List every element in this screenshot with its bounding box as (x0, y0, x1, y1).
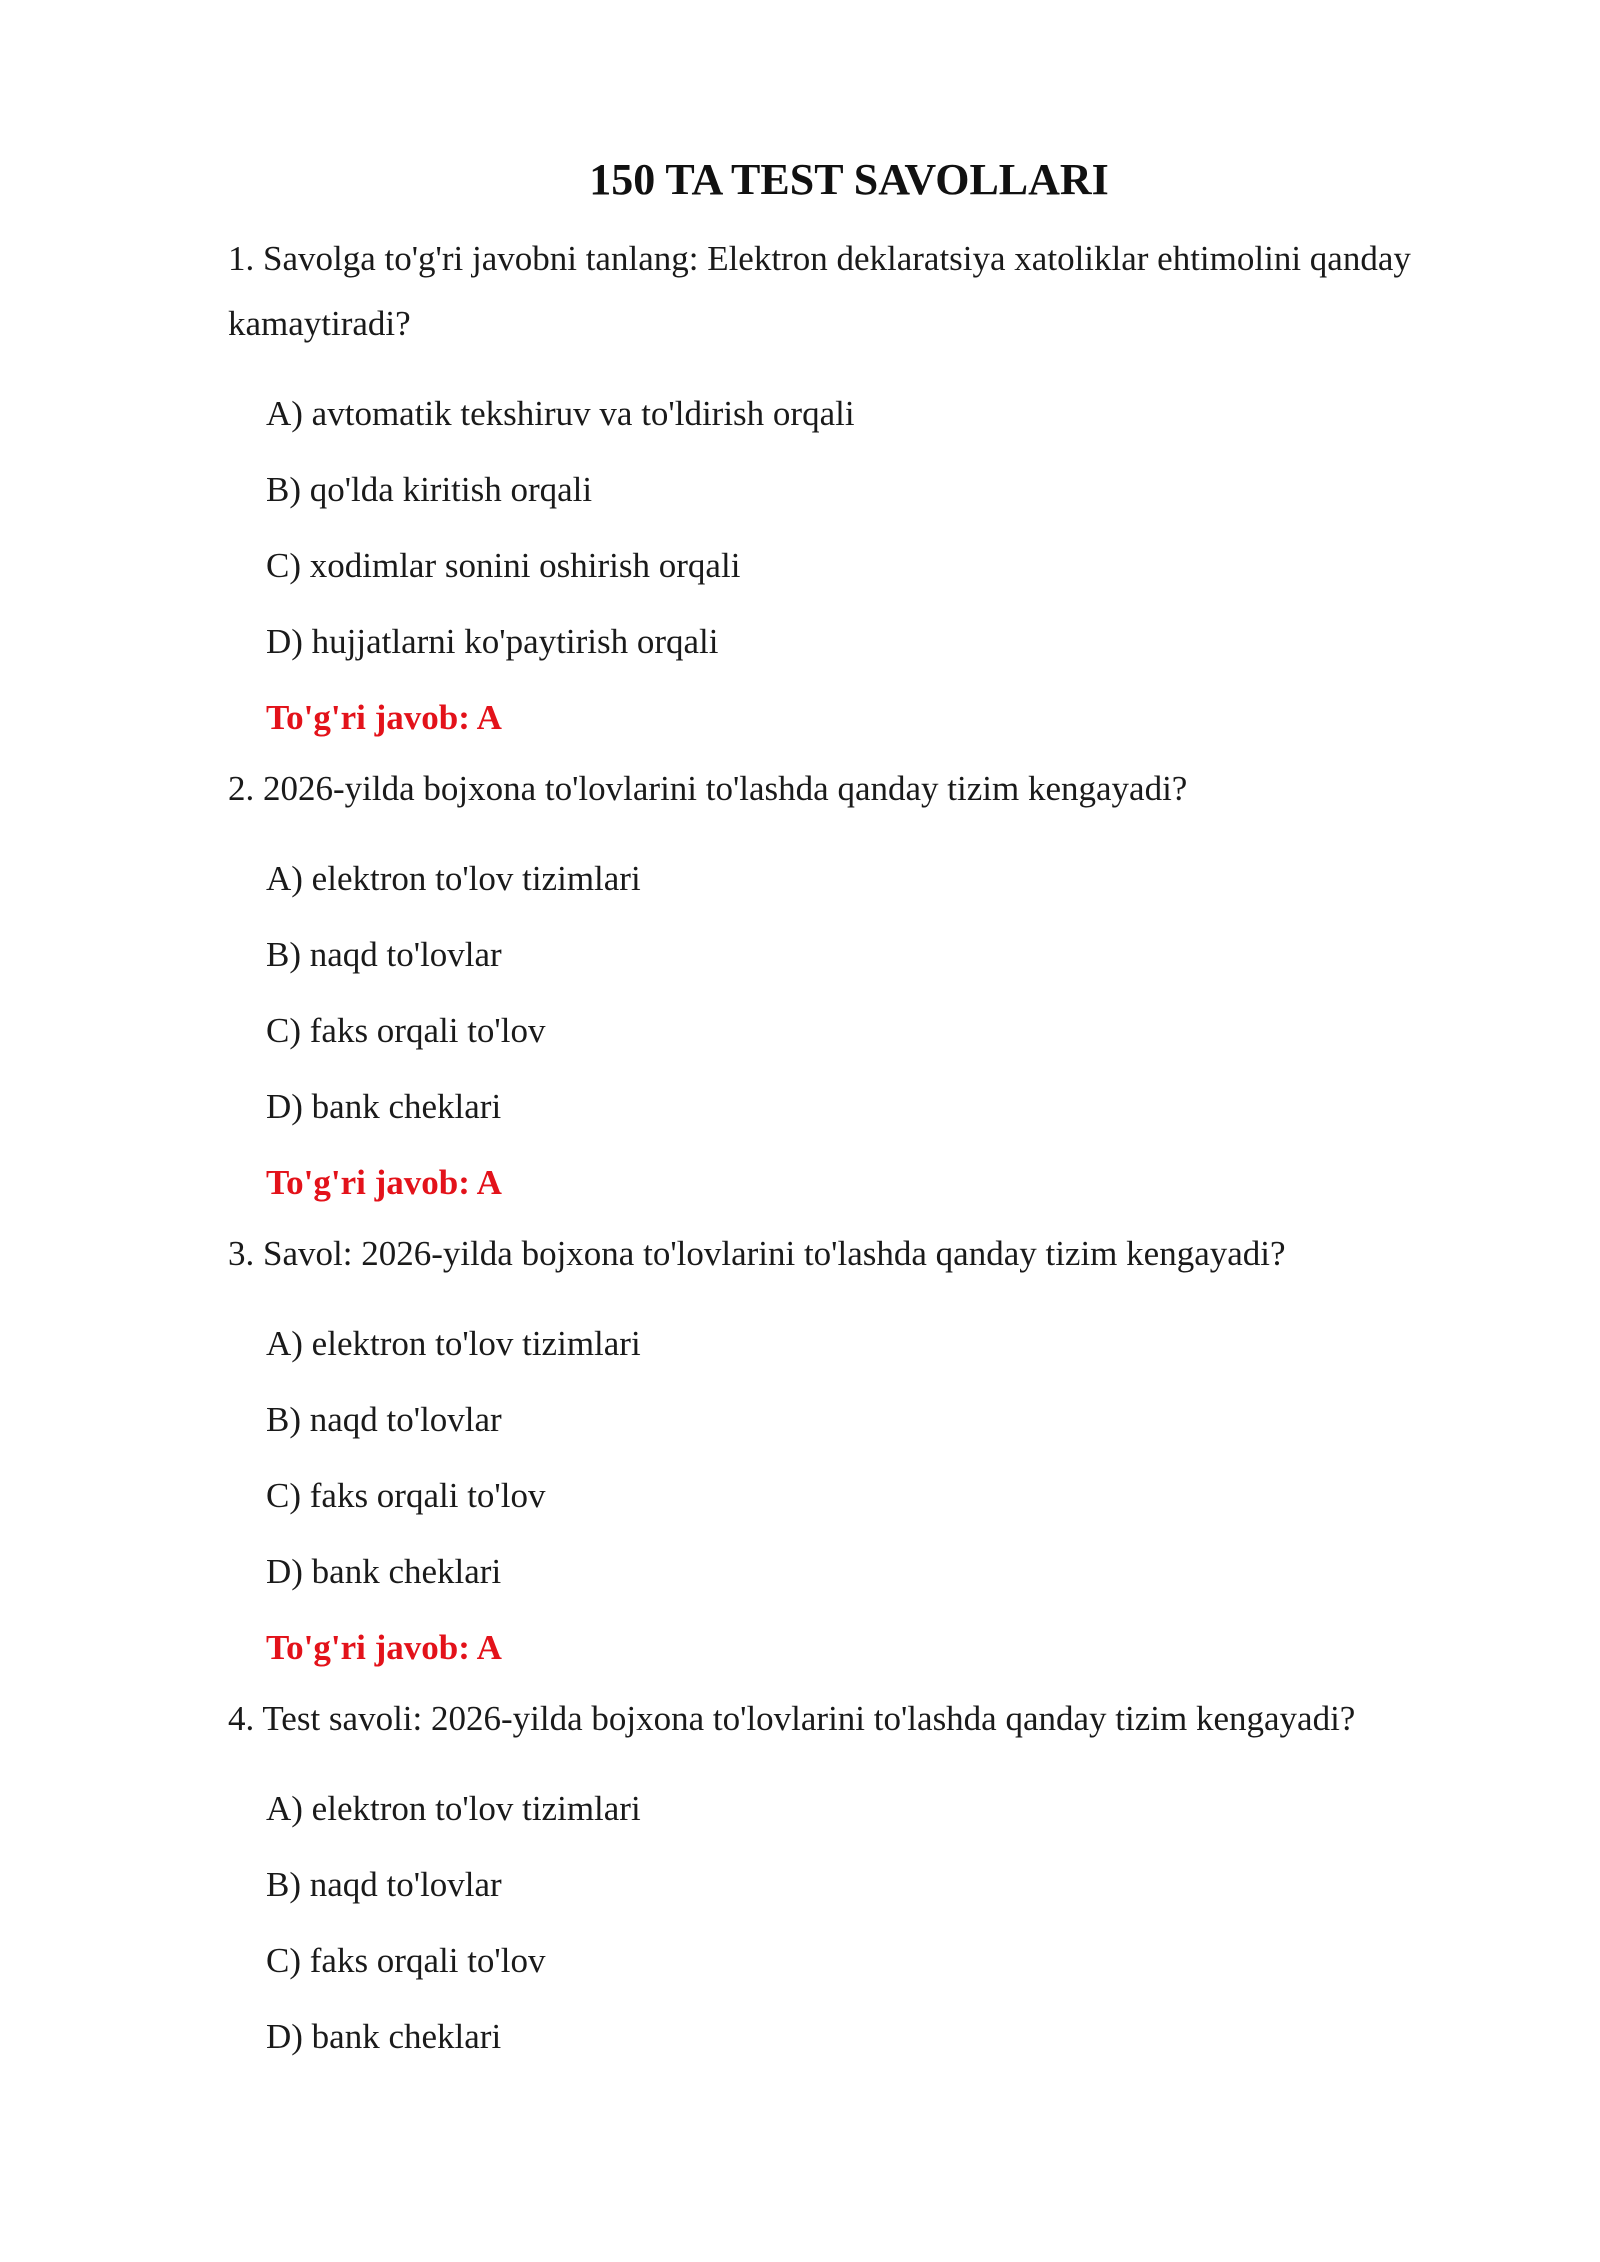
option-b: B) naqd to'lovlar (266, 1400, 502, 1439)
document-title: 150 TA TEST SAVOLLARI (589, 155, 1109, 204)
question-block-4 (228, 1686, 1430, 2075)
option-c: C) faks orqali to'lov (266, 1941, 546, 1980)
option-d: D) bank cheklari (266, 1087, 502, 1126)
option-a: A) elektron to'lov tizimlari (266, 859, 641, 898)
option-b: B) naqd to'lovlar (266, 1865, 502, 1904)
correct-answer: To'g'ri javob: A (266, 1628, 502, 1667)
option-c: C) faks orqali to'lov (266, 1476, 546, 1515)
options-list (228, 841, 1430, 1145)
options-list (228, 1306, 1430, 1610)
question-text: 3. Savol: 2026-yilda bojxona to'lovlarini to'lashda qanday tizim kengayadi? (228, 1234, 1286, 1273)
option-a: A) elektron to'lov tizimlari (266, 1324, 641, 1363)
correct-answer: To'g'ri javob: A (266, 698, 502, 737)
question-block-3 (228, 1221, 1430, 1686)
question-text: 2. 2026-yilda bojxona to'lovlarini to'lashda qanday tizim kengayadi? (228, 769, 1188, 808)
options-list (228, 1771, 1430, 2075)
option-d: D) bank cheklari (266, 1552, 502, 1591)
question-text: 4. Test savoli: 2026-yilda bojxona to'lovlarini to'lashda qanday tizim kengayadi? (228, 1699, 1356, 1738)
option-b: B) qo'lda kiritish orqali (266, 470, 593, 509)
question-text: 1. Savolga to'g'ri javobni tanlang: Elektron deklaratsiya xatoliklar ehtimolini qanday kamaytiradi? (228, 239, 1411, 343)
correct-answer: To'g'ri javob: A (266, 1163, 502, 1202)
option-a: A) avtomatik tekshiruv va to'ldirish orqali (266, 394, 855, 433)
option-b: B) naqd to'lovlar (266, 935, 502, 974)
options-list (228, 376, 1430, 680)
question-block-1 (228, 226, 1430, 756)
question-block-2 (228, 756, 1430, 1221)
option-d: D) hujjatlarni ko'paytirish orqali (266, 622, 719, 661)
option-c: C) faks orqali to'lov (266, 1011, 546, 1050)
option-d: D) bank cheklari (266, 2017, 502, 2056)
option-c: C) xodimlar sonini oshirish orqali (266, 546, 741, 585)
option-a: A) elektron to'lov tizimlari (266, 1789, 641, 1828)
